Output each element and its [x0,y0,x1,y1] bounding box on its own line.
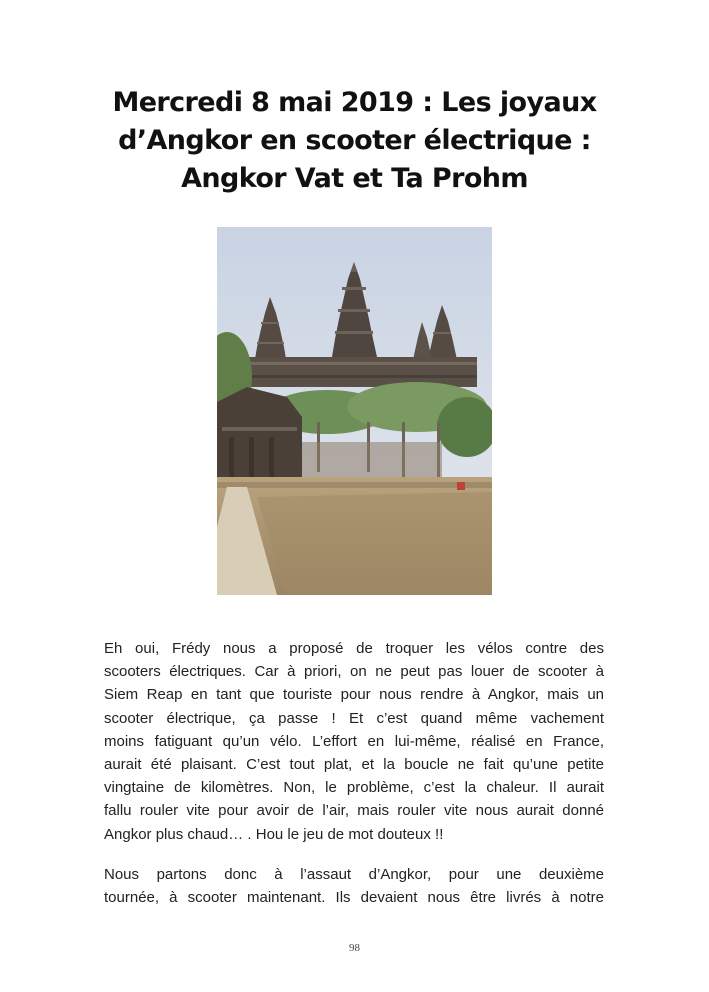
text-line: fallu rouler vite pour avoir de l’air, mais rouler vite nous aurait donné [104,802,604,820]
text-line: vingtaine de kilomètres. Non, le problème, c’est la chaleur. Il aurait [104,779,604,797]
text-line: aurait été plaisant. C’est tout plat, et la boucle ne fait qu’une petite [104,756,604,774]
body-paragraph [104,637,604,846]
text-line: moins fatiguant qu’un vélo. L’effort en lui-même, réalisé en France, [104,732,604,750]
page-title [80,84,629,198]
title-line: Mercredi 8 mai 2019 : Les joyaux [112,87,597,118]
title-line: d’Angkor en scooter électrique : [118,125,591,156]
body-paragraph [104,863,604,909]
page-number: 98 [349,942,360,954]
text-line: Nous partons donc à l’assaut d’Angkor, pour une deuxième [104,866,604,883]
text-line: tournée, à scooter maintenant. Ils devaient nous être livrés à notre [104,889,604,907]
title-line: Angkor Vat et Ta Prohm [181,163,528,194]
text-line: scooter électrique, ça passe ! Et c’est quand même vachement [104,709,604,727]
text-line: Siem Reap en tant que touriste pour nous rendre à Angkor, mais un [104,686,604,704]
angkor-wat-photo [217,227,492,595]
text-line: Eh oui, Frédy nous a proposé de troquer les vélos contre des [104,640,604,657]
text-line: Angkor plus chaud… . Hou le jeu de mot douteux !! [104,825,444,843]
text-line: scooters électriques. Car à priori, on ne peut pas louer de scooter à [104,663,604,681]
